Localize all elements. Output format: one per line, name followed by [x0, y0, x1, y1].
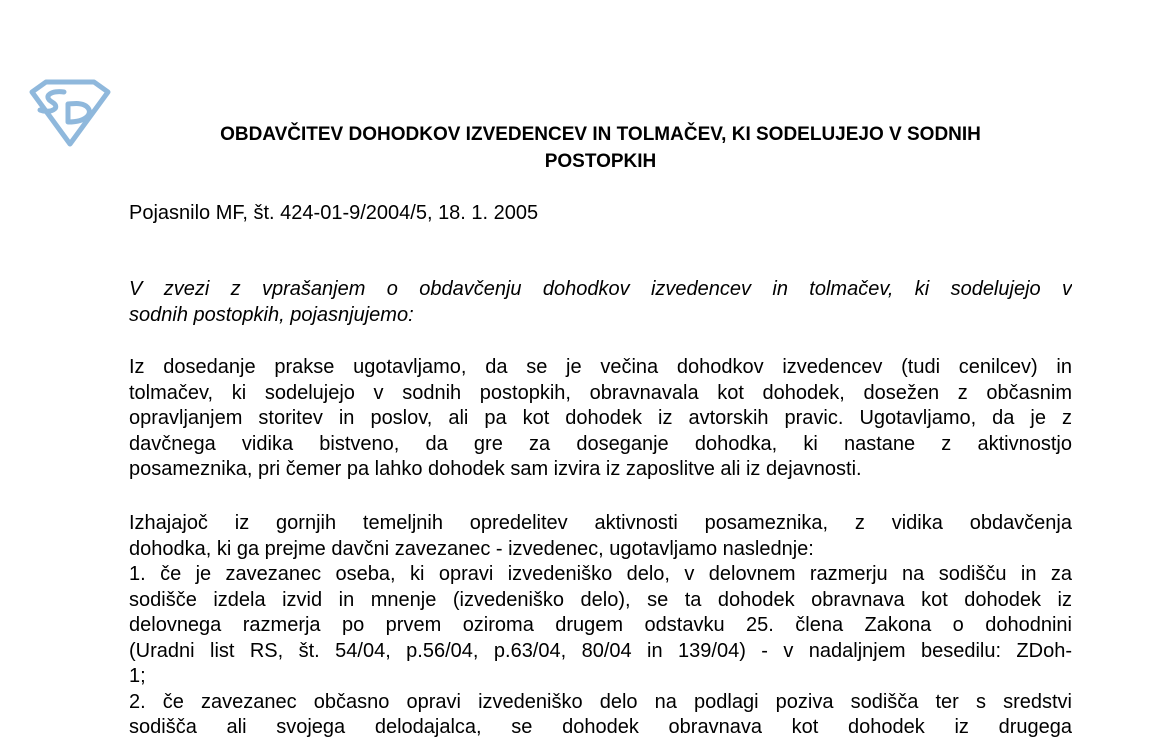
text-line: tolmačev, ki sodelujejo v sodnih postopkih, obravnavala kot dohodek, dosežen z občasnim — [129, 381, 1072, 404]
list-item-1-line: 1. če je zavezanec oseba, ki opravi izvedeniško delo, v delovnem razmerju na sodišču in za — [129, 563, 1072, 585]
title-line-1: OBDAVČITEV DOHODKOV IZVEDENCEV IN TOLMAČEV, KI SODELUJEJO V SODNIH — [220, 124, 981, 145]
text-line: Izhajajoč iz gornjih temeljnih opredelitev aktivnosti posameznika, z vidika obdavčenja — [129, 512, 1072, 534]
document-page — [129, 0, 1072, 743]
text-line: dohodka, ki ga prejme davčni zavezanec - izvedenec, ugotavljamo naslednje: — [129, 537, 814, 560]
title-line-2: POSTOPKIH — [544, 151, 657, 172]
list-item-1-line: (Uradni list RS, št. 54/04, p.56/04, p.63/04, 80/04 in 139/04) - v nadaljnjem besedilu: ZDoh- — [129, 639, 1072, 662]
list-item-2-line: sodišča ali svojega delodajalca, se dohodek obravnava kot dohodek iz drugega — [129, 716, 1072, 738]
document-title — [129, 121, 1072, 175]
paragraph-2 — [129, 511, 1072, 741]
text-line: sodnih postopkih, pojasnjujemo: — [129, 303, 414, 326]
text-line: Iz dosedanje prakse ugotavljamo, da se je večina dohodkov izvedencev (tudi cenilcev) in — [129, 356, 1072, 378]
logo-letter-d — [68, 104, 89, 123]
text-line: V zvezi z vprašanjem o obdavčenju dohodkov izvedencev in tolmačev, ki sodelujejo v — [129, 278, 1072, 300]
sd-logo — [28, 78, 112, 150]
list-item-1-line: sodišče izdela izvid in mnenje (izvedeniško delo), se ta dohodek obravnava kot dohodek iz — [129, 588, 1072, 611]
text-line: davčnega vidika bistveno, da gre za doseganje dohodka, ki nastane z aktivnostjo — [129, 432, 1072, 455]
list-item-2-line: 2. če zavezanec občasno opravi izvedeniško delo na podlagi poziva sodišča ter s sredstvi — [129, 690, 1072, 713]
logo-text: SD — [70, 148, 72, 149]
paragraph-1 — [129, 355, 1072, 483]
list-item-1-line: delovnega razmerja po prvem oziroma drugem odstavku 25. člena Zakona o dohodnini — [129, 614, 1072, 636]
document-reference: Pojasnilo MF, št. 424-01-9/2004/5, 18. 1. 2005 — [129, 202, 539, 224]
text-line: opravljanjem storitev in poslov, ali pa kot dohodek iz avtorskih pravic. Ugotavljamo, da je z — [129, 407, 1072, 429]
intro-paragraph — [129, 277, 1072, 328]
list-item-1-line: 1; — [129, 665, 146, 687]
text-line: posameznika, pri čemer pa lahko dohodek sam izvira iz zaposlitve ali iz dejavnosti. — [129, 458, 862, 480]
